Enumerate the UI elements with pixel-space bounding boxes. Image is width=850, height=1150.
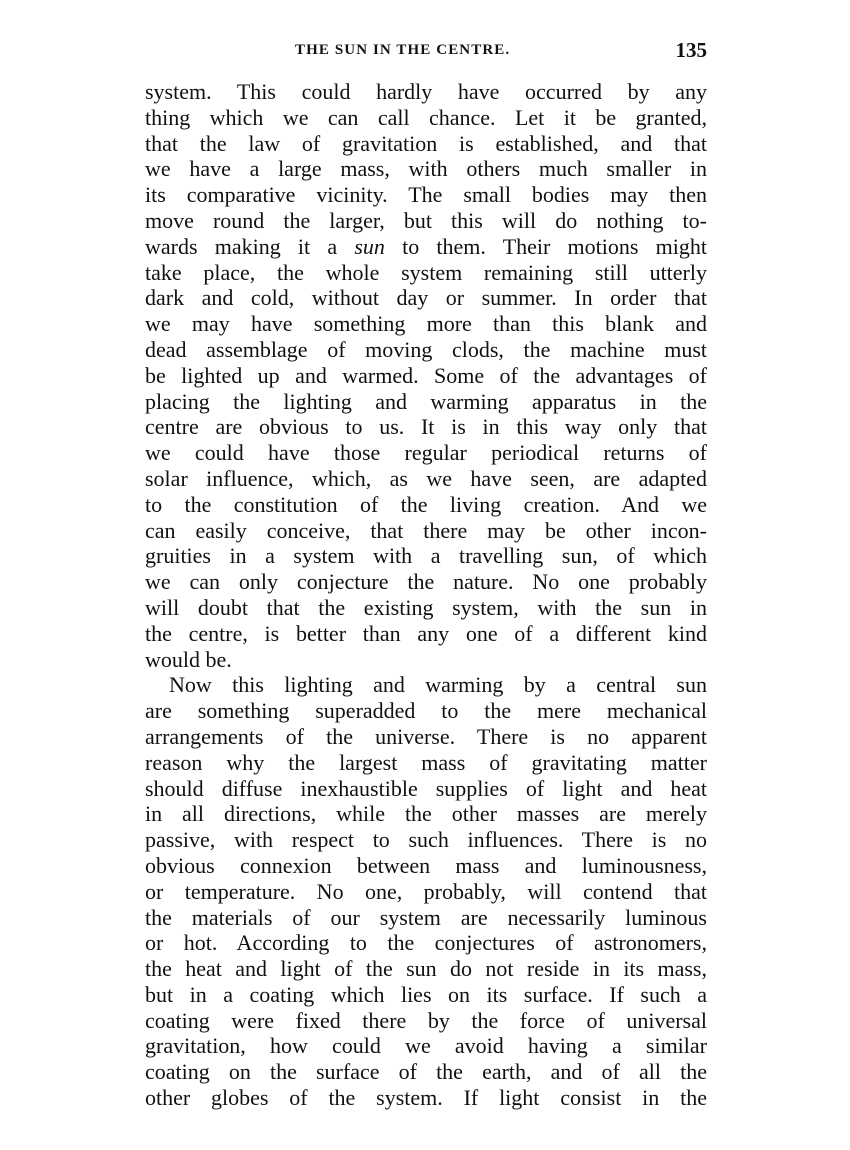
text-line: arrangements of the universe. There is no apparent	[145, 723, 707, 749]
text-line: gruities in a system with a travelling sun, of which	[145, 543, 707, 569]
text-line: dead assemblage of moving clods, the machine must	[145, 336, 707, 362]
text-line: we may have something more than this blank and	[145, 311, 707, 337]
text-line: we have a large mass, with others much smaller in	[145, 156, 707, 182]
text-line: placing the lighting and warming apparatus in the	[145, 388, 707, 414]
text-line: coating were fixed there by the force of universal	[145, 1007, 707, 1033]
paragraph-start-line: Now this lighting and warming by a central sun	[169, 672, 707, 698]
text-line: we could have those regular periodical returns of	[145, 440, 707, 466]
paragraph-end-line: would be.	[145, 646, 232, 672]
text-line: the heat and light of the sun do not reside in its mass,	[145, 956, 707, 982]
page-number: 135	[675, 38, 707, 62]
text-line: passive, with respect to such influences. There is no	[145, 827, 707, 853]
text-line: thing which we can call chance. Let it be granted,	[145, 104, 707, 130]
text-line: will doubt that the existing system, with the sun in	[145, 594, 707, 620]
text-line: are something superadded to the mere mechanical	[145, 698, 707, 724]
text-line: that the law of gravitation is established, and that	[145, 130, 707, 156]
body-text	[145, 79, 707, 1111]
text-line: can easily conceive, that there may be other incon-	[145, 517, 707, 543]
text-line: other globes of the system. If light consist in the	[145, 1085, 707, 1111]
text-line: gravitation, how could we avoid having a similar	[145, 1033, 707, 1059]
text-line: in all directions, while the other masses are merely	[145, 801, 707, 827]
paragraph-1	[145, 79, 707, 672]
running-title: THE SUN IN THE CENTRE.	[295, 42, 511, 58]
text-line: we can only conjecture the nature. No one probably	[145, 569, 707, 595]
text-line: the centre, is better than any one of a different kind	[145, 620, 707, 646]
text-line: its comparative vicinity. The small bodies may then	[145, 182, 707, 208]
text-line: centre are obvious to us. It is in this way only that	[145, 414, 707, 440]
text-line: or hot. According to the conjectures of astronomers,	[145, 930, 707, 956]
text-line: the materials of our system are necessarily luminous	[145, 904, 707, 930]
text-line: be lighted up and warmed. Some of the advantages of	[145, 362, 707, 388]
text-line: solar influence, which, as we have seen, are adapted	[145, 465, 707, 491]
text-line: coating on the surface of the earth, and of all the	[145, 1059, 707, 1085]
text-line: to the constitution of the living creation. And we	[145, 491, 707, 517]
text-line: should diffuse inexhaustible supplies of light and heat	[145, 775, 707, 801]
text-line: reason why the largest mass of gravitating matter	[145, 749, 707, 775]
text-line: take place, the whole system remaining still utterly	[145, 259, 707, 285]
text-line: but in a coating which lies on its surface. If such a	[145, 981, 707, 1007]
text-line: move round the larger, but this will do nothing to-	[145, 207, 707, 233]
paragraph-2	[145, 672, 707, 1111]
text-line: dark and cold, without day or summer. In order that	[145, 285, 707, 311]
italic-sun-word: sun	[354, 233, 385, 259]
text-line-with-italic-sun: wards making it a sun to them. Their motions might	[145, 233, 707, 259]
text-line: or temperature. No one, probably, will contend that	[145, 878, 707, 904]
text-line: system. This could hardly have occurred by any	[145, 79, 707, 104]
text-line: obvious connexion between mass and luminousness,	[145, 852, 707, 878]
running-head	[145, 38, 707, 64]
